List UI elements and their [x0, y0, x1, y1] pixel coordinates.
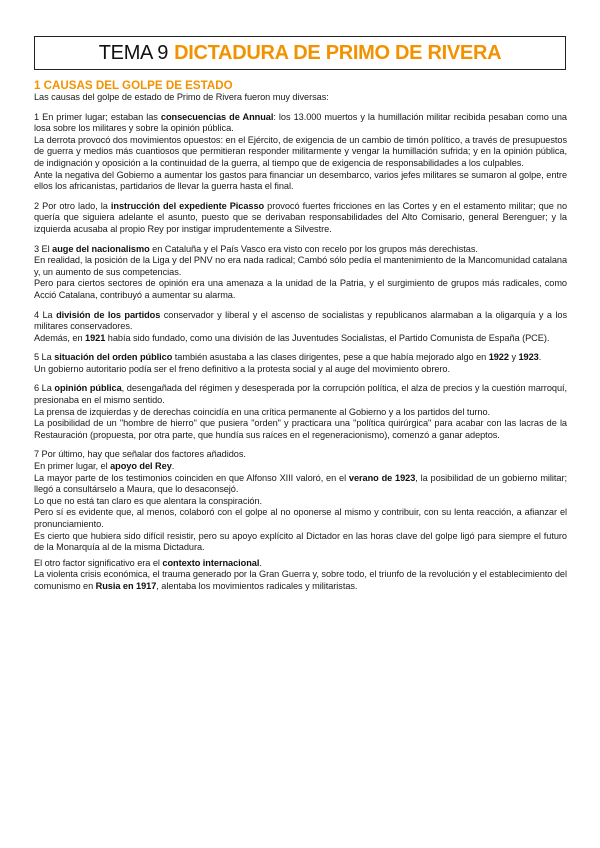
paragraph [34, 170, 567, 193]
paragraph [34, 407, 567, 419]
text-run: , la posibilidad de un gobierno militar; llegó a consultárselo a Maura, que lo desaconsejó. [34, 472, 567, 495]
paragraph [34, 383, 567, 406]
text-run: 6 La [34, 383, 55, 394]
bold-text: contexto internacional [162, 557, 260, 568]
paragraph [34, 278, 567, 301]
bold-text: verano de 1923 [348, 472, 416, 483]
document-body [34, 79, 567, 593]
text-run: , alentaba los movimientos radicales y militaristas. [156, 580, 358, 591]
paragraph [34, 461, 567, 473]
text-run: también asustaba a las clases dirigentes, pese a que había mejorado algo en [172, 352, 489, 363]
paragraph [34, 496, 567, 508]
bold-text: 1923 [518, 352, 539, 363]
text-run: Un gobierno autoritario podía ser el freno definitivo a la protesta social y al auge del movimiento obrero. [34, 363, 450, 374]
bold-text: apoyo del Rey [110, 461, 172, 472]
text-run: Además, en [34, 332, 86, 343]
paragraph [34, 364, 567, 376]
text-run: había sido fundado, como una división de las Juventudes Socialistas, el Partido Comunista de España (PCE). [105, 332, 550, 343]
paragraph [34, 244, 567, 256]
bold-text: situación del orden público [54, 352, 173, 363]
bold-text: 1921 [85, 332, 106, 343]
cause-block [34, 352, 567, 375]
bold-text: auge del nacionalismo [52, 243, 150, 254]
text-run: . [259, 557, 262, 568]
text-run: 5 La [34, 352, 55, 363]
paragraph [34, 201, 567, 236]
text-run: , desengañada del régimen y desesperada por la corrupción política, el alza de precios y la cuestión marroquí, presionaba en el mismo sentido. [34, 383, 568, 406]
paragraph [34, 569, 567, 592]
paragraph [34, 135, 567, 170]
title-box [34, 36, 566, 70]
bold-text: 1922 [488, 352, 509, 363]
text-run: : los 13.000 muertos y la humillación militar recibida pesaban como una losa sobre los militares y sobre la opinión pública. [34, 111, 567, 134]
cause-block [34, 383, 567, 441]
text-run: conservador y liberal y el ascenso de socialistas y republicanos alarmaban a la oligarquía y a los militares conservadores. [34, 309, 567, 332]
bold-text: Rusia en 1917 [95, 580, 157, 591]
paragraph [34, 310, 567, 333]
text-run: provocó fuertes fricciones en las Cortes y en el estamento militar; que no quería que siguiera adelante el asunto, puesto que se derivaban responsabilidades del Alto Comisario, general Berenguer; y la izquierda acusaba al propio Rey por instigar imprudentemente a Silvestre. [34, 200, 567, 234]
text-run: 4 La [34, 309, 57, 320]
text-run: Pero sí es evidente que, al menos, colaboró con el golpe al no oponerse al mismo y contribuir, con su lenta reacción, a afianzar el pronunciamiento. [34, 507, 567, 529]
text-run: Pero para ciertos sectores de opinión era una amenaza a la unidad de la Patria, y el surgimiento de grupos más radicales, como Acció Catalana, contribuyó a aumentar su alarma. [34, 278, 567, 300]
text-run: Lo que no está tan claro es que alentara la conspiración. [34, 495, 263, 506]
paragraph [34, 333, 567, 345]
cause-list [34, 112, 567, 593]
text-run: 7 Por último, hay que señalar dos factores añadidos. [34, 449, 246, 460]
text-run: en Cataluña y el País Vasco era visto con recelo por los grupos más derechistas. [149, 243, 478, 254]
cause-block [34, 112, 567, 193]
paragraph [34, 418, 567, 441]
bold-text: división de los partidos [56, 309, 161, 320]
paragraph [34, 558, 567, 570]
text-run: La derrota provocó dos movimientos opuestos: en el Ejército, de exigencia de un cambio de timón político, a través de presupuestos de guerra y medios más cuantiosos que permitieran responder militarmente y vengar la humillación sufrida; y en la opinión pública, de indignación y oposición a la continuidad de la guerra, al tiempo que de exigencia de responsabilidades a los culpables. [34, 134, 567, 168]
text-run: La violenta crisis económica, el trauma generado por la Gran Guerra y, sobre todo, el triunfo de la revolución y el establecimiento del comunismo en [34, 569, 567, 591]
text-run: 1 En primer lugar; estaban las [34, 111, 161, 122]
intro-paragraph: Las causas del golpe de estado de Primo de Rivera fueron muy diversas: [34, 92, 329, 102]
text-run: El otro factor significativo era el [34, 557, 163, 568]
paragraph [34, 112, 567, 135]
page-title: DICTADURA DE PRIMO DE RIVERA [174, 41, 502, 64]
text-run: 2 Por otro lado, la [34, 200, 111, 211]
text-run: Ante la negativa del Gobierno a aumentar los gastos para financiar un desembarco, varios jefes militares se sumaron al golpe, entre ellos los africanistas, partidarios de llevar la guerra hasta el final. [34, 169, 567, 192]
bold-text: instrucción del expediente Picasso [110, 200, 265, 211]
title-prefix: TEMA 9 [98, 41, 169, 64]
cause-block [34, 310, 567, 345]
paragraph [34, 255, 567, 278]
bold-text: opinión pública [54, 383, 122, 394]
text-run: y [508, 352, 519, 363]
text-run: La mayor parte de los testimonios coinciden en que Alfonso XIII valoró, en el [34, 472, 349, 483]
text-run: En realidad, la posición de la Liga y del PNV no era nada radical; Cambó sólo pedía el mantenimiento de la Mancomunidad catalana y, un aumento de sus competencias. [34, 255, 567, 277]
cause-block [34, 201, 567, 236]
text-run: La prensa de izquierdas y de derechas coincidía en una crítica permanente al Gobierno y a los partidos del turno. [34, 406, 491, 417]
text-run: 3 El [34, 243, 53, 254]
bold-text: consecuencias de Annual [160, 111, 274, 122]
paragraph [34, 507, 567, 530]
paragraph [34, 352, 567, 364]
text-run: En primer lugar, el [34, 461, 111, 472]
section-heading: 1 CAUSAS DEL GOLPE DE ESTADO [34, 79, 233, 92]
paragraph [34, 473, 567, 496]
paragraph [34, 531, 567, 554]
text-run: . [171, 461, 175, 472]
cause-block [34, 244, 567, 302]
cause-block [34, 449, 567, 592]
paragraph [34, 449, 567, 461]
text-run: . [538, 352, 542, 363]
text-run: La posibilidad de un "hombre de hierro" que pusiera "orden" y practicara una "política quirúrgica" para acabar con las lacras de la Restauración (propuesta, por otra parte, que hundía sus raíces en el regeneracionismo), comenzó a ganar adeptos. [34, 418, 567, 440]
text-run: Es cierto que hubiera sido difícil resistir, pero su apoyo explícito al Dictador en las horas clave del golpe ligó para siempre el futuro de la Monarquía al de la misma Dictadura. [34, 530, 567, 553]
